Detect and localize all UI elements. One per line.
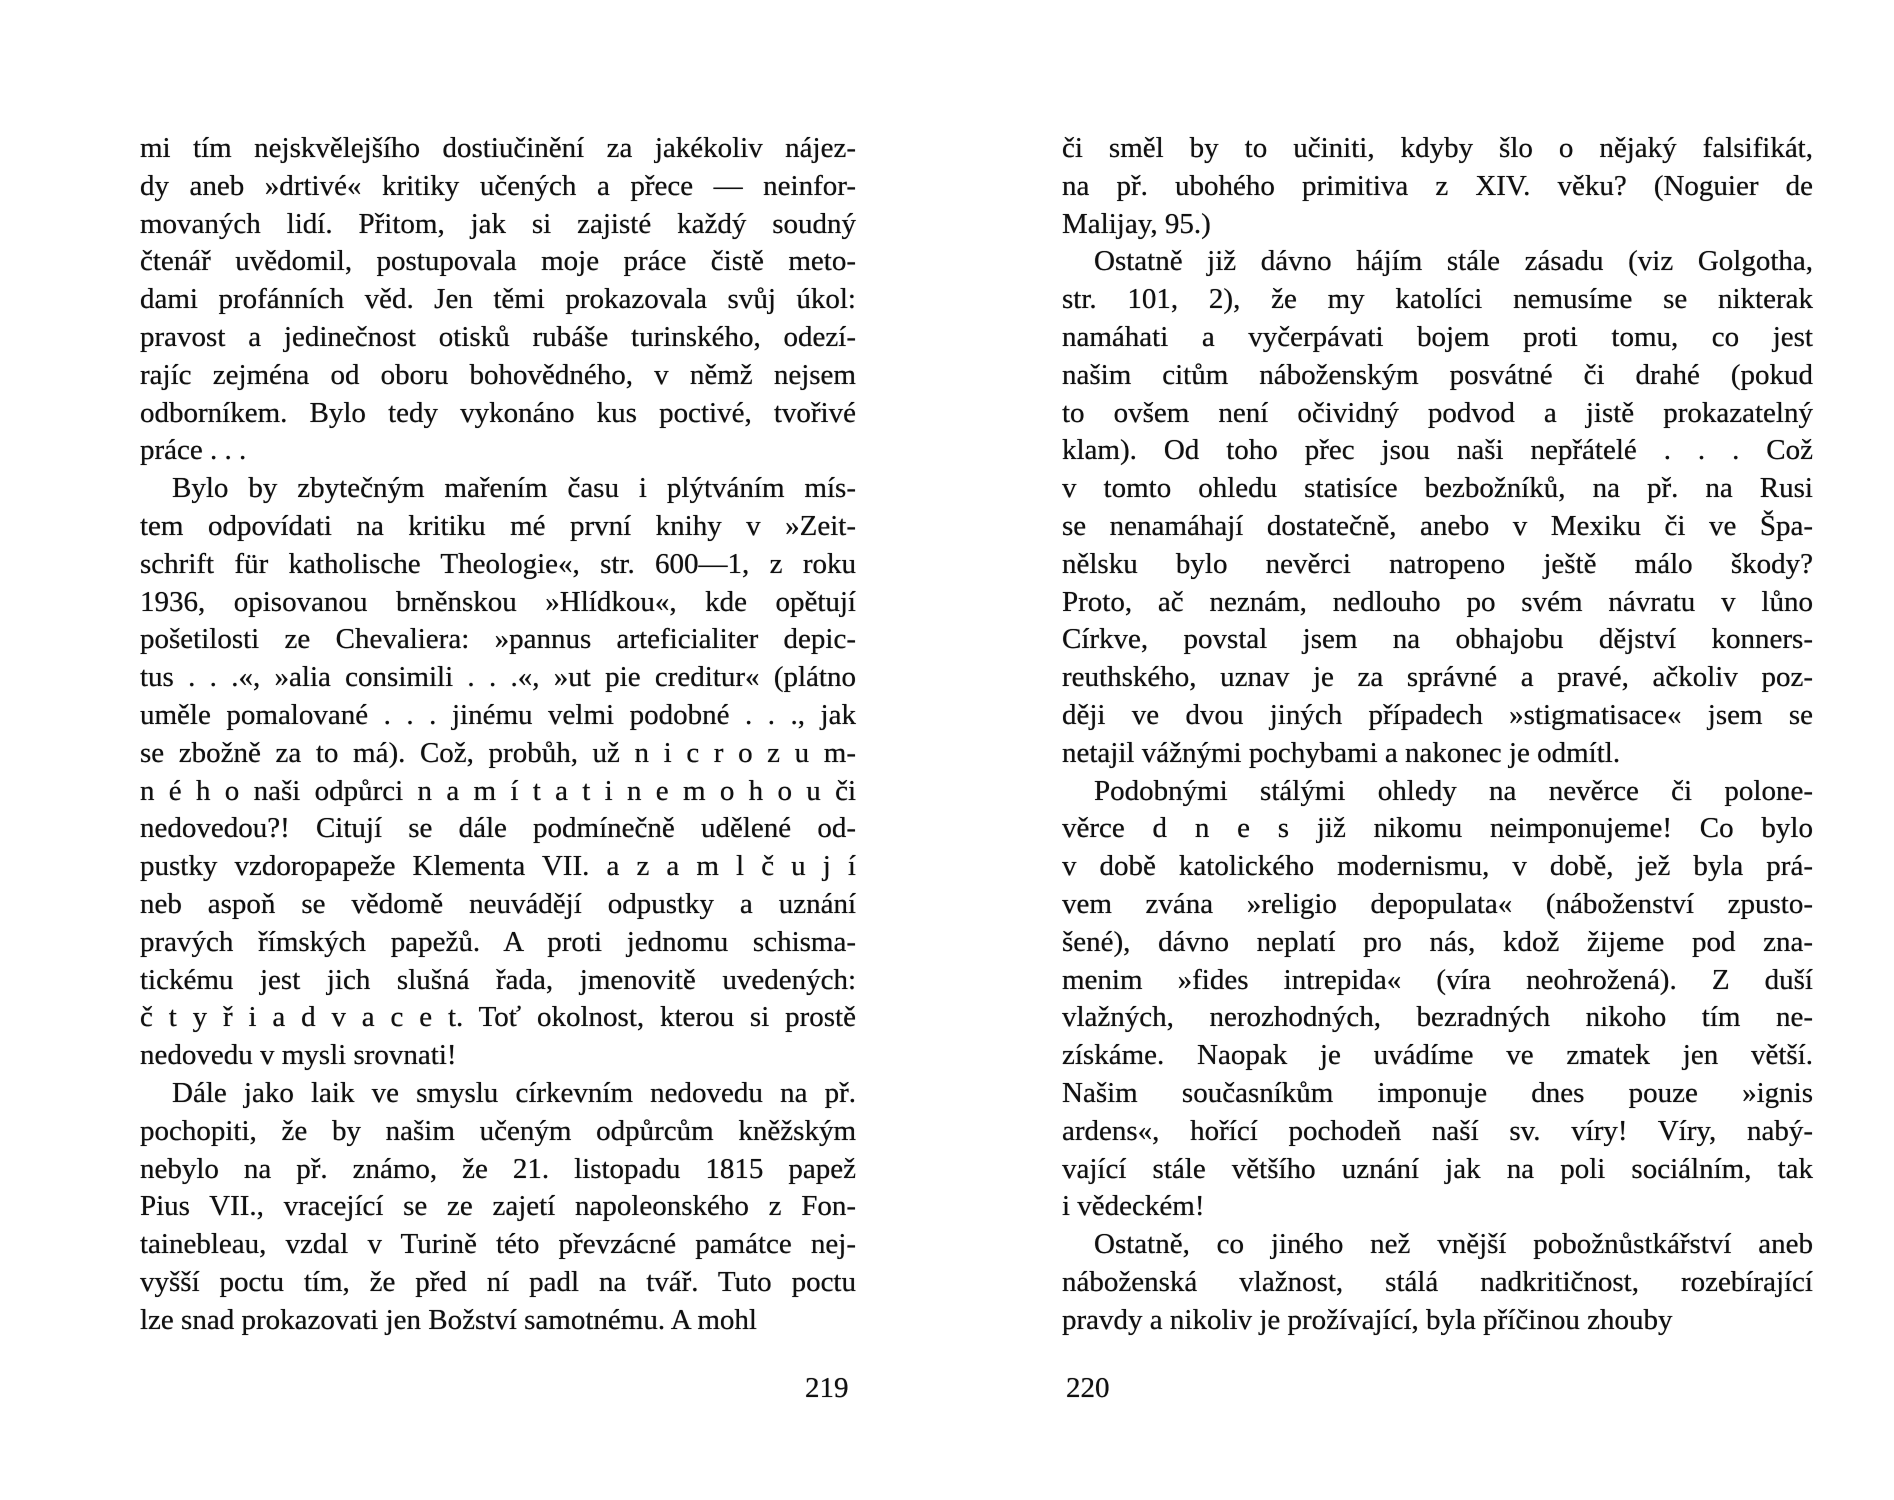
text-line: mi tím nejskvělejšího dostiučinění za jakékoliv nájez- bbox=[140, 132, 856, 164]
text-line: ardens«, hořící pochodeň naší sv. víry! Víry, nabý- bbox=[1062, 1114, 1813, 1147]
text-line: ději ve dvou jiných případech »stigmatisace« jsem se bbox=[1062, 698, 1813, 731]
text-line: vající stále většího uznání jak na poli sociálním, tak bbox=[1062, 1152, 1813, 1185]
left-page-text bbox=[140, 130, 856, 1340]
text-line: náboženská vlažnost, stálá nadkritičnost, rozebírající bbox=[1062, 1265, 1813, 1298]
text-line: tainebleau, vzdal v Turině této převzácné památce nej- bbox=[140, 1228, 856, 1261]
text-line: schrift für katholische Theologie«, str. 600—1, z roku bbox=[140, 547, 856, 580]
text-line: čtenář uvědomil, postupovala moje práce čistě meto- bbox=[140, 245, 856, 278]
text-line: n é h o naši odpůrci n a m í t a t i n e m o h o u či bbox=[140, 774, 856, 807]
text-line: Podobnými stálými ohledy na nevěrce či polone- bbox=[1094, 774, 1813, 807]
text-line: netajil vážnými pochybami a nakonec je odmítl. bbox=[1062, 736, 1621, 769]
text-line: tickému jest jich slušná řada, jmenovitě uvedených: bbox=[140, 963, 856, 996]
text-line: Malijay, 95.) bbox=[1062, 207, 1211, 240]
page-number-left: 219 bbox=[805, 1372, 849, 1404]
text-line: se zbožně za to má). Což, probůh, už n i c r o z u m- bbox=[140, 736, 856, 769]
text-line: Proto, ač neznám, nedlouho po svém návratu v lůno bbox=[1062, 585, 1813, 618]
text-line: odborníkem. Bylo tedy vykonáno kus poctivé, tvořivé bbox=[140, 396, 856, 429]
right-page-text bbox=[1062, 130, 1813, 1340]
text-line: pravých římských papežů. A proti jednomu schisma- bbox=[140, 925, 856, 958]
text-line: vlažných, nerozhodných, bezradných nikoho tím ne- bbox=[1062, 1001, 1813, 1034]
text-line: č t y ř i a d v a c e t. Toť okolnost, kterou si prostě bbox=[140, 1001, 856, 1034]
text-line: věrce d n e s již nikomu neimponujeme! Co bylo bbox=[1062, 812, 1813, 845]
text-line: rajíc zejména od oboru bohovědného, v němž nejsem bbox=[140, 358, 856, 391]
text-line: pustky vzdoropapeže Klementa VII. a z a m l č u j í bbox=[140, 850, 856, 883]
text-line: získáme. Naopak je uvádíme ve zmatek jen větší. bbox=[1062, 1039, 1813, 1072]
text-line: namáhati a vyčerpávati bojem proti tomu, co jest bbox=[1062, 320, 1813, 353]
text-line: nělsku bylo nevěrci natropeno ještě málo škody? bbox=[1062, 547, 1813, 580]
text-line: pravdy a nikoliv je prožívající, byla příčinou zhouby bbox=[1062, 1303, 1673, 1336]
text-line: Našim současníkům imponuje dnes pouze »ignis bbox=[1062, 1076, 1813, 1109]
text-line: Pius VII., vracející se ze zajetí napoleonského z Fon- bbox=[140, 1190, 856, 1223]
text-line: v tomto ohledu statisíce bezbožníků, na př. na Rusi bbox=[1062, 472, 1813, 505]
text-line: či směl by to učiniti, kdyby šlo o nějaký falsifikát, bbox=[1062, 132, 1813, 164]
text-line: neb aspoň se vědomě neuvádějí odpustky a uznání bbox=[140, 887, 856, 920]
text-line: dy aneb »drtivé« kritiky učených a přece — neinfor- bbox=[140, 169, 856, 202]
text-line: reuthského, uznav je za správné a pravé, ačkoliv poz- bbox=[1062, 661, 1813, 694]
text-line: pravost a jedinečnost otisků rubáše turinského, odezí- bbox=[140, 320, 856, 353]
text-line: i vědeckém! bbox=[1062, 1190, 1205, 1223]
text-line: Ostatně, co jiného než vnější pobožnůstkářství aneb bbox=[1094, 1228, 1813, 1261]
text-line: dami profánních věd. Jen těmi prokazovala svůj úkol: bbox=[140, 283, 856, 316]
text-line: pochopiti, že by našim učeným odpůrcům kněžským bbox=[140, 1114, 856, 1147]
text-line: str. 101, 2), že my katolíci nemusíme se nikterak bbox=[1062, 283, 1813, 316]
text-line: šené), dávno neplatí pro nás, kdož žijeme pod zna- bbox=[1062, 925, 1813, 958]
text-line: pošetilosti ze Chevaliera: »pannus arteficialiter depic- bbox=[140, 623, 856, 656]
text-line: movaných lidí. Přitom, jak si zajisté každý soudný bbox=[140, 207, 856, 240]
text-line: uměle pomalované . . . jinému velmi podobné . . ., jak bbox=[140, 698, 856, 731]
text-line: v době katolického modernismu, v době, jež byla prá- bbox=[1062, 850, 1813, 883]
text-line: se nenamáhají dostatečně, anebo v Mexiku či ve Špa- bbox=[1062, 509, 1813, 542]
text-line: na př. ubohého primitiva z XIV. věku? (Noguier de bbox=[1062, 169, 1813, 202]
text-line: vem zvána »religio depopulata« (náboženství zpusto- bbox=[1062, 887, 1813, 920]
text-line: nedovedou?! Citují se dále podmínečně udělené od- bbox=[140, 812, 856, 845]
text-line: tus . . .«, »alia consimili . . .«, »ut pie creditur« (plátno bbox=[140, 661, 856, 694]
text-line: Ostatně již dávno hájím stále zásadu (viz Golgotha, bbox=[1094, 245, 1813, 278]
text-line: našim citům náboženským posvátné či drahé (pokud bbox=[1062, 358, 1813, 391]
text-line: nedovedu v mysli srovnati! bbox=[140, 1039, 457, 1072]
text-line: Dále jako laik ve smyslu církevním nedovedu na př. bbox=[172, 1076, 856, 1109]
text-line: 1936, opisovanou brněnskou »Hlídkou«, kde opětují bbox=[140, 585, 856, 618]
text-line: tem odpovídati na kritiku mé první knihy v »Zeit- bbox=[140, 509, 856, 542]
text-line: klam). Od toho přec jsou naši nepřátelé . . . Což bbox=[1062, 434, 1813, 467]
page-number-right: 220 bbox=[1066, 1372, 1110, 1404]
text-line: to ovšem není očividný podvod a jistě prokazatelný bbox=[1062, 396, 1813, 429]
text-line: menim »fides intrepida« (víra neohrožená). Z duší bbox=[1062, 963, 1813, 996]
text-line: vyšší poctu tím, že před ní padl na tvář. Tuto poctu bbox=[140, 1265, 856, 1298]
text-line: práce . . . bbox=[140, 434, 247, 467]
text-line: nebylo na př. známo, že 21. listopadu 1815 papež bbox=[140, 1152, 856, 1185]
text-line: lze snad prokazovati jen Božství samotnému. A mohl bbox=[140, 1303, 757, 1336]
text-line: Církve, povstal jsem na obhajobu dějství konners- bbox=[1062, 623, 1813, 656]
text-line: Bylo by zbytečným mařením času i plýtváním mís- bbox=[172, 472, 856, 505]
